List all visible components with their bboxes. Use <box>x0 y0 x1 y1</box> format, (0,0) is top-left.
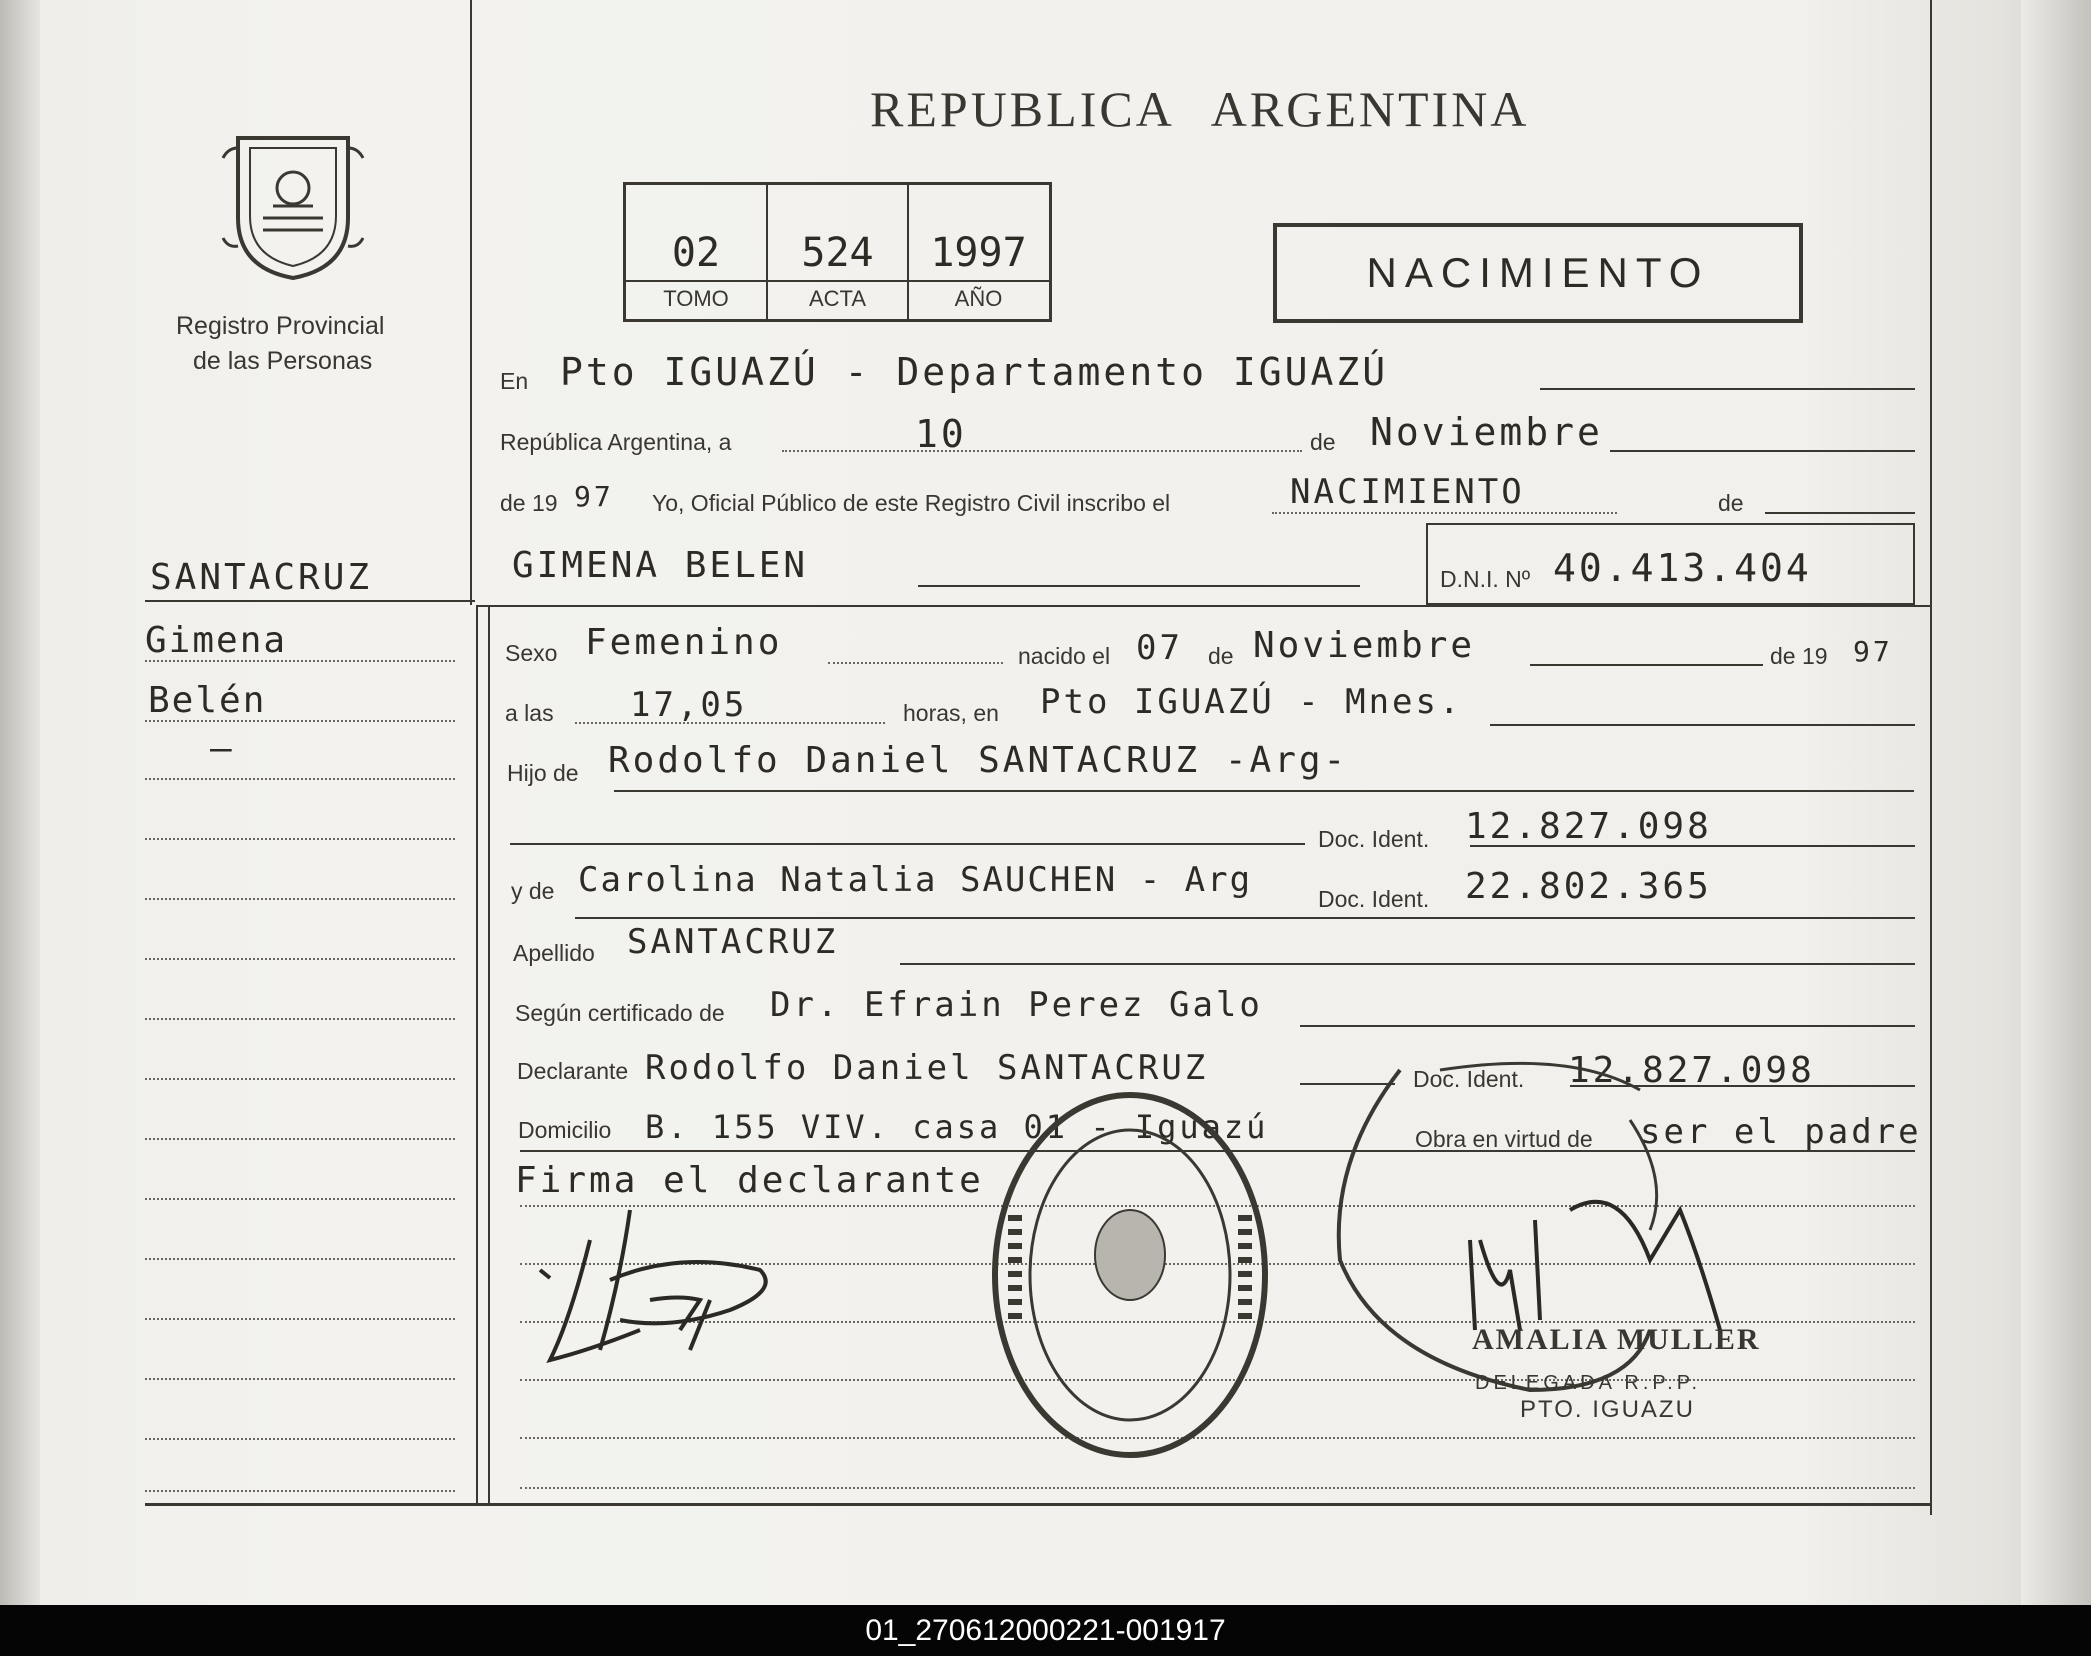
fill-line <box>828 662 1003 664</box>
birth-year-value: 97 <box>1853 635 1893 668</box>
fill-line <box>1272 512 1617 514</box>
de-label-3: de <box>1208 643 1234 669</box>
official-name: AMALIA MULLER <box>1472 1323 1761 1356</box>
ano-label: AÑO <box>954 286 1003 311</box>
place-value: Pto IGUAZÚ - Departamento IGUAZÚ <box>560 350 1389 394</box>
document-type: NACIMIENTO <box>1366 249 1710 296</box>
reason-value: ser el padre <box>1640 1112 1922 1152</box>
fill-line <box>145 898 455 900</box>
fill-line <box>145 1138 455 1140</box>
fill-line <box>145 1438 455 1440</box>
mother-doc-value: 22.802.365 <box>1465 866 1712 907</box>
margin-dash: — <box>210 728 235 769</box>
margin-surname: SANTACRUZ <box>150 557 373 598</box>
fill-line <box>145 1018 455 1020</box>
registry-name-line1: Registro Provincial <box>176 312 385 340</box>
dni-value: 40.413.404 <box>1553 546 1812 590</box>
divider-line <box>476 605 1932 607</box>
fill-line <box>145 660 455 662</box>
round-stamp-icon <box>985 1085 1275 1465</box>
page-edge <box>2021 0 2091 1605</box>
de-19-label: de 19 <box>500 490 558 516</box>
act-value: NACIMIENTO <box>1290 472 1525 512</box>
fill-line <box>145 958 455 960</box>
segun-label: Según certificado de <box>515 1000 725 1026</box>
de-19-label-2: de 19 <box>1770 643 1828 669</box>
provincial-seal-icon <box>218 118 368 283</box>
address-value: B. 155 VIV. casa 01 - Iguazú <box>645 1108 1269 1146</box>
yo-label: Yo, Oficial Público de este Registro Civil inscribo el <box>652 490 1171 516</box>
fill-line <box>782 450 1302 452</box>
fill-line <box>918 585 1360 587</box>
sexo-label: Sexo <box>505 640 558 666</box>
fill-line <box>1490 724 1915 726</box>
divider-line <box>1930 0 1932 1515</box>
mother-value: Carolina Natalia SAUCHEN - Arg <box>578 860 1253 900</box>
fill-line <box>145 838 455 840</box>
fill-line <box>145 778 455 780</box>
fill-line <box>145 1318 455 1320</box>
birth-month-value: Noviembre <box>1253 625 1476 666</box>
divider-line <box>145 1503 1932 1506</box>
certificate-value: Dr. Efrain Perez Galo <box>770 985 1263 1025</box>
margin-name-2: Belén <box>148 680 267 721</box>
day-value: 10 <box>915 412 967 456</box>
fill-line <box>145 600 475 602</box>
divider-line <box>470 0 472 605</box>
fill-line <box>1610 450 1915 452</box>
registry-name-line2: de las Personas <box>193 347 373 375</box>
republica-label: República Argentina, a <box>500 429 732 455</box>
official-role: DELEGADA R.P.P. <box>1475 1372 1702 1394</box>
fill-line <box>575 917 1915 919</box>
fill-line <box>145 1198 455 1200</box>
divider-line <box>488 605 490 1505</box>
fill-line <box>1300 1025 1915 1027</box>
a-las-label: a las <box>505 700 554 726</box>
hijo-label: Hijo de <box>507 760 579 786</box>
father-doc-value: 12.827.098 <box>1465 806 1712 847</box>
fill-line <box>1530 664 1763 666</box>
official-place: PTO. IGUAZU <box>1520 1396 1695 1423</box>
image-code: 01_270612000221-001917 <box>0 1605 2091 1656</box>
de-label: de <box>1310 429 1336 455</box>
doc-ident-label: Doc. Ident. <box>1318 826 1430 852</box>
fill-line <box>575 722 885 724</box>
declarant-value: Rodolfo Daniel SANTACRUZ <box>645 1048 1209 1088</box>
names-value: GIMENA BELEN <box>512 545 809 586</box>
document-type-box <box>1273 223 1803 323</box>
fill-line <box>145 1490 455 1492</box>
month-value: Noviembre <box>1370 410 1603 454</box>
y-de-label: y de <box>511 878 555 904</box>
year-value: 97 <box>574 480 614 513</box>
tomo-value: 02 <box>671 230 721 276</box>
fill-line <box>145 1078 455 1080</box>
tomo-label: TOMO <box>663 286 729 311</box>
fill-line <box>145 720 455 722</box>
doc-ident-label-2: Doc. Ident. <box>1318 886 1430 912</box>
obra-label: Obra en virtud de <box>1415 1126 1593 1152</box>
grid-divider <box>626 280 1049 282</box>
fill-line <box>145 1378 455 1380</box>
father-value: Rodolfo Daniel SANTACRUZ -Arg- <box>608 740 1349 781</box>
declarant-doc-value: 12.827.098 <box>1568 1050 1815 1091</box>
declarant-signature-icon <box>530 1200 790 1380</box>
margin-name-1: Gimena <box>145 620 288 661</box>
sex-value: Femenino <box>585 622 783 663</box>
page-title: REPUBLICA ARGENTINA <box>870 81 1530 137</box>
divider-line <box>476 605 478 1505</box>
acta-label: ACTA <box>808 286 867 311</box>
hour-value: 17,05 <box>630 685 748 725</box>
birth-day-value: 07 <box>1136 628 1183 668</box>
fill-line <box>145 1258 455 1260</box>
binding-gutter <box>0 0 40 1605</box>
fill-line <box>1765 512 1915 514</box>
dni-label: D.N.I. Nº <box>1440 566 1531 592</box>
en-label: En <box>500 368 529 394</box>
fill-line <box>1470 845 1915 847</box>
doc-ident-label-3: Doc. Ident. <box>1413 1066 1525 1092</box>
surname-value: SANTACRUZ <box>627 922 839 962</box>
nacido-label: nacido el <box>1018 643 1111 669</box>
fill-line <box>614 790 1914 792</box>
ano-value: 1997 <box>930 230 1027 276</box>
fill-line <box>900 963 1915 965</box>
reference-grid <box>623 182 1052 322</box>
declarante-label: Declarante <box>517 1058 629 1084</box>
domicilio-label: Domicilio <box>518 1117 612 1143</box>
acta-value: 524 <box>801 230 874 276</box>
official-signature-icon <box>1320 1030 1820 1430</box>
fill-line <box>520 1487 1915 1489</box>
de-label-2: de <box>1718 490 1744 516</box>
fill-line <box>1540 388 1915 390</box>
signature-note: Firma el declarante <box>515 1160 984 1201</box>
fill-line <box>510 843 1305 845</box>
apellido-label: Apellido <box>513 940 595 966</box>
horas-label: horas, en <box>903 700 999 726</box>
birth-place-value: Pto IGUAZÚ - Mnes. <box>1040 682 1463 722</box>
